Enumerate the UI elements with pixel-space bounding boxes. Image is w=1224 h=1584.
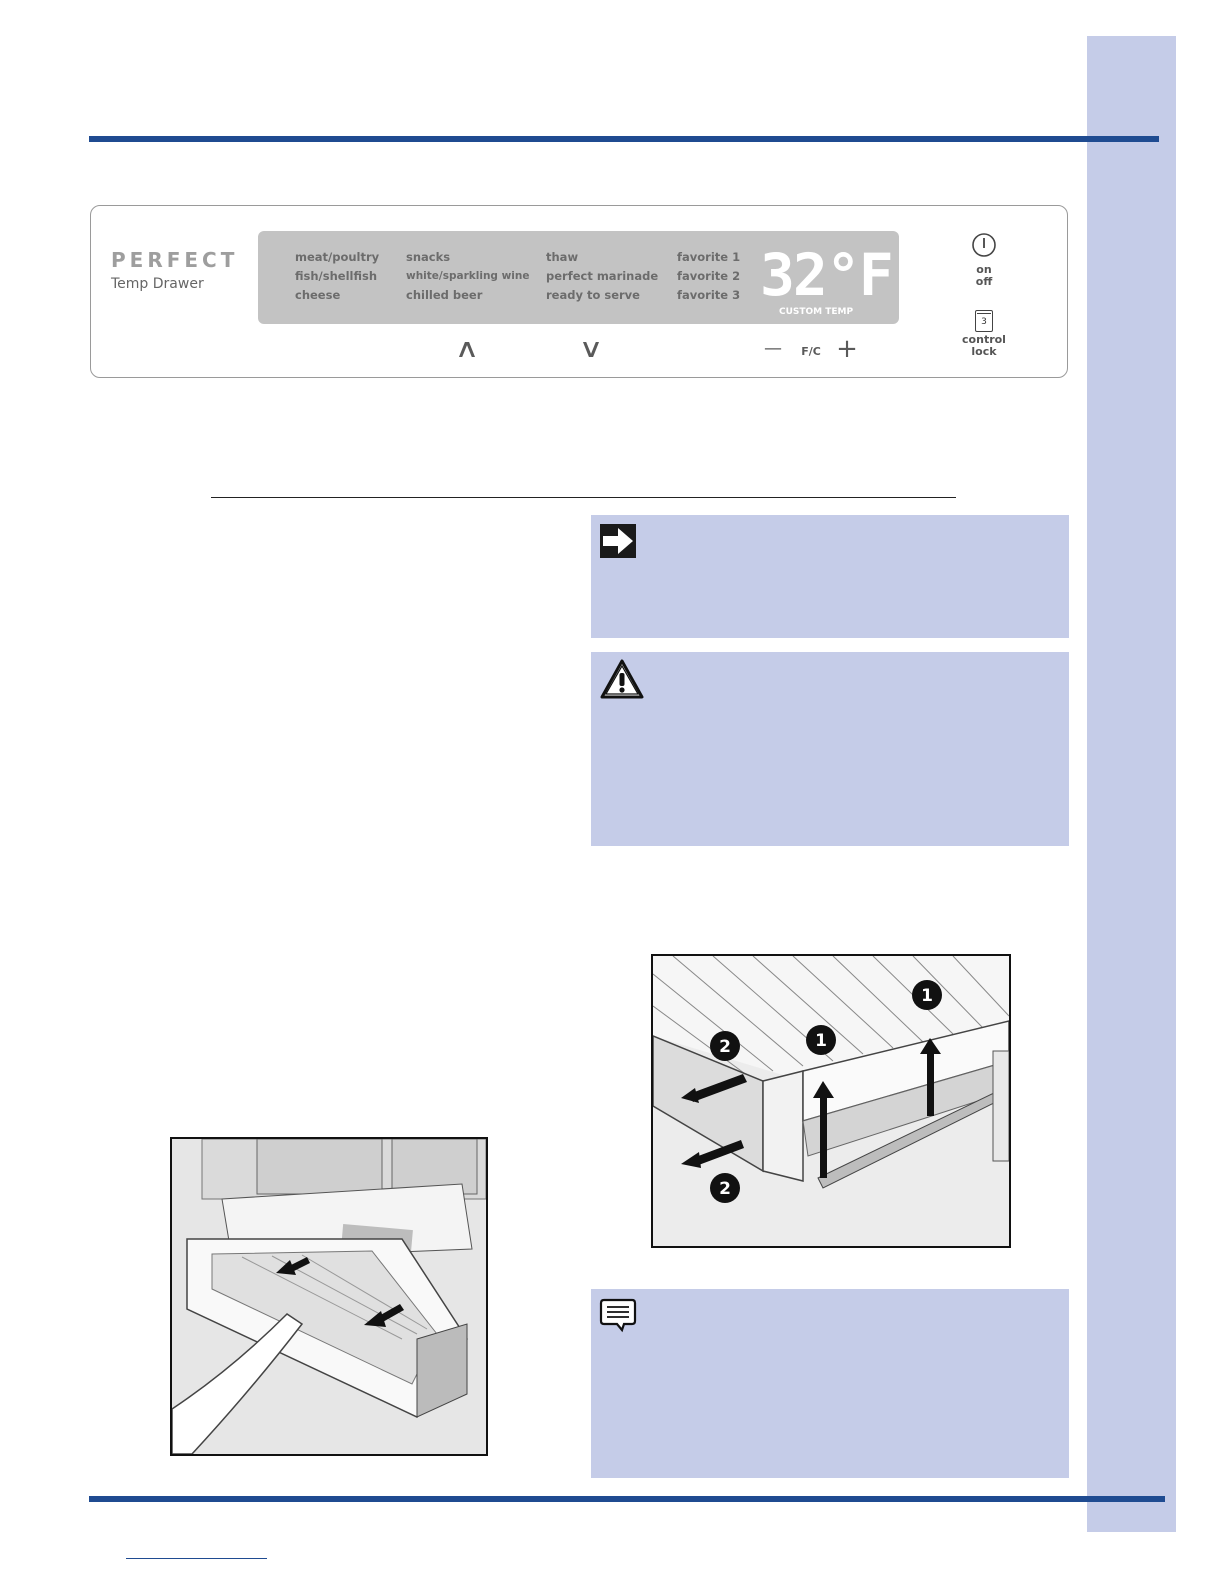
mode-item[interactable]: ready to serve [546,288,640,302]
drawer-removal-illustration [651,954,1011,1248]
control-panel [90,205,1068,378]
mode-item[interactable]: favorite 3 [677,288,741,302]
footer-rule [89,1496,1165,1502]
power-icon [969,232,999,260]
unit-toggle-button[interactable]: F/C [801,345,821,358]
mode-column-4 [677,248,740,305]
custom-temp-caption: CUSTOM TEMP [779,307,854,317]
power-button[interactable] [969,232,999,292]
mode-item[interactable]: chilled beer [406,288,483,302]
brand-logo [111,248,238,272]
brand-subtitle: Temp Drawer [111,276,204,292]
warning-callout [591,652,1069,846]
warning-icon [599,658,645,700]
note-callout [591,1289,1069,1478]
header-rule [89,136,1159,142]
drawer-open-illustration [170,1137,488,1456]
mode-item[interactable]: cheese [295,288,341,302]
note-icon [598,1297,638,1333]
display-panel [258,231,899,324]
lock-label-control: control [962,333,1006,346]
side-tab [1087,36,1176,1532]
callout-1a: 1 [815,1031,827,1051]
callout-1b: 1 [921,986,933,1006]
section-heading-underline [211,497,956,498]
mode-item[interactable]: snacks [406,250,451,264]
mode-item[interactable]: favorite 2 [677,269,741,283]
mode-column-3 [546,248,658,305]
important-callout [591,515,1069,638]
control-lock-button[interactable] [959,310,1009,366]
mode-item[interactable]: perfect marinade [546,269,659,283]
mode-column-1 [295,248,379,305]
lock-label-lock: lock [971,345,997,358]
mode-item[interactable]: favorite 1 [677,250,741,264]
callout-2a: 2 [719,1037,731,1057]
lock-icon [975,310,993,332]
minus-button[interactable]: — [764,338,782,359]
brand-name: PERFECT [111,248,239,272]
arrow-right-icon [600,524,636,558]
lock-digit: 3 [981,317,987,327]
power-label-on: on [976,263,992,276]
power-label-off: off [975,275,993,288]
down-button[interactable]: ∨ [578,334,604,364]
mode-column-2 [406,248,530,305]
mode-item[interactable]: thaw [546,250,579,264]
up-button[interactable]: ∧ [454,334,480,364]
footer-link-underline[interactable] [126,1558,267,1559]
mode-item[interactable]: fish/shellfish [295,269,378,283]
callout-2b: 2 [719,1179,731,1199]
mode-item[interactable]: white/sparkling wine [406,270,530,282]
temperature-readout: 32°F [760,241,892,309]
mode-item[interactable]: meat/poultry [295,250,380,264]
plus-button[interactable]: + [836,334,858,364]
